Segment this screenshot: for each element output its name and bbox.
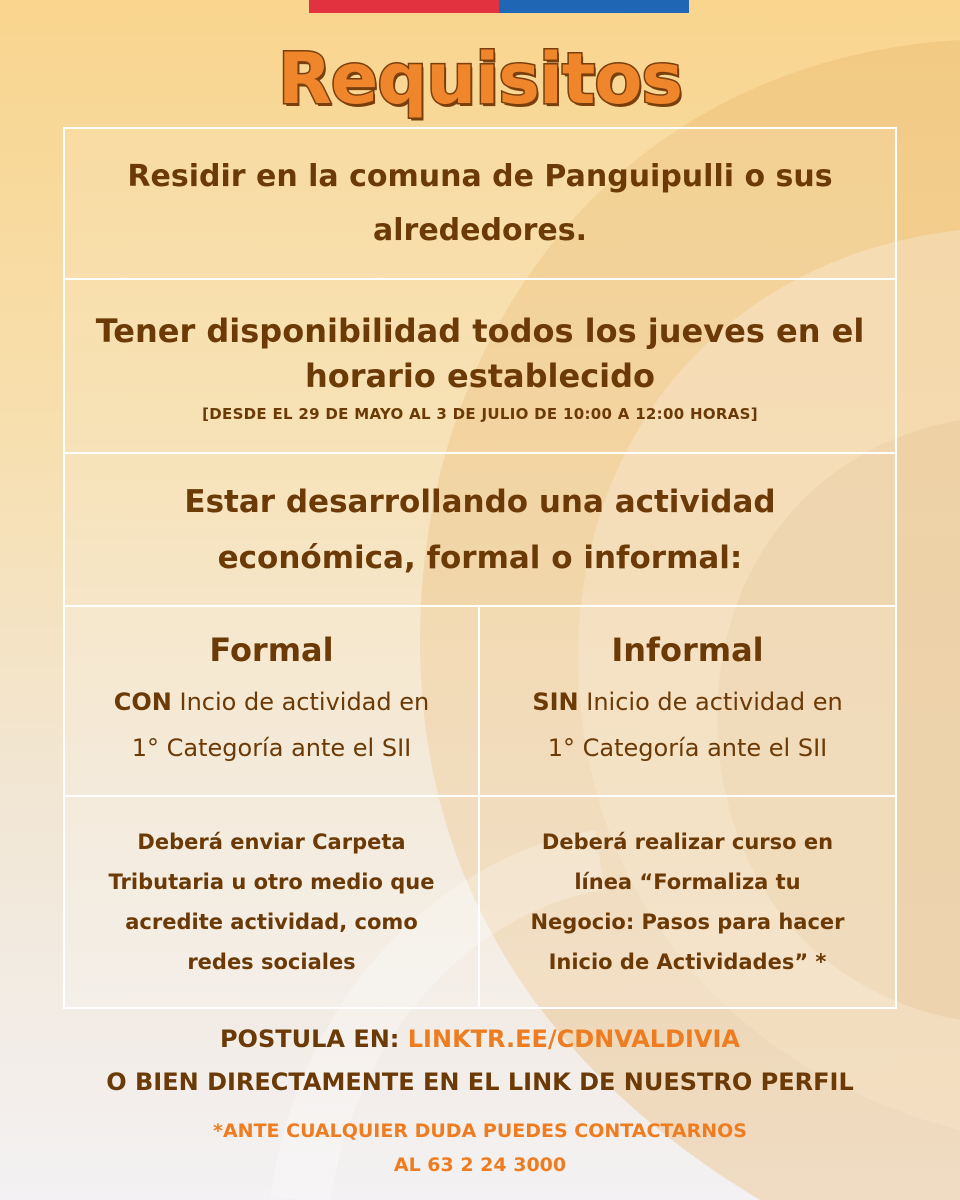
informal-title: Informal xyxy=(611,631,764,669)
informal-desc-line2: 1° Categoría ante el SII xyxy=(547,734,828,762)
formal-note-cell xyxy=(65,797,480,1007)
requirement-residence xyxy=(65,129,895,280)
contact-phone: AL 63 2 24 3000 xyxy=(393,1154,567,1176)
requirement-activity-line1: Estar desarrollando una actividad xyxy=(184,483,776,520)
formal-title: Formal xyxy=(209,631,334,669)
apply-link[interactable]: LINKTR.EE/CDNVALDIVIA xyxy=(407,1025,741,1053)
informal-cell xyxy=(480,607,895,795)
formal-cell xyxy=(65,607,480,795)
requirement-residence-line2: alrededores. xyxy=(373,212,587,248)
formal-note-line: Tributaria u otro medio que xyxy=(108,870,435,894)
requirement-availability-line2: horario establecido xyxy=(304,357,656,395)
activity-types-row xyxy=(65,607,895,797)
informal-note-line: Negocio: Pasos para hacer xyxy=(530,910,845,934)
apply-alternative: O BIEN DIRECTAMENTE EN EL LINK DE NUESTRO PERFIL xyxy=(106,1068,854,1096)
informal-desc-line1 xyxy=(532,679,842,725)
requirement-availability xyxy=(65,280,895,454)
page-title: Requisitos xyxy=(277,38,683,120)
requirement-activity-line2: económica, formal o informal: xyxy=(217,539,743,576)
formal-strong: CON xyxy=(113,688,172,716)
contact-line1: *ANTE CUALQUIER DUDA PUEDES CONTACTARNOS xyxy=(213,1120,747,1142)
requirement-activity xyxy=(65,454,895,607)
requirement-residence-line1: Residir en la comuna de Panguipulli o sus xyxy=(127,158,833,194)
activity-notes-row xyxy=(65,797,895,1007)
formal-desc-line1 xyxy=(114,679,429,725)
formal-note-line: acredite actividad, como xyxy=(125,910,418,934)
requirement-availability-line1: Tener disponibilidad todos los jueves en el xyxy=(95,312,865,350)
informal-note-line: Deberá realizar curso en xyxy=(541,830,834,854)
informal-note-cell xyxy=(480,797,895,1007)
requirements-table xyxy=(63,127,897,1009)
flag-blue-stripe xyxy=(499,0,689,13)
informal-strong: SIN xyxy=(532,688,579,716)
formal-desc-line2: 1° Categoría ante el SII xyxy=(131,734,412,762)
requirement-schedule: [DESDE EL 29 DE MAYO AL 3 DE JULIO DE 10:00 A 12:00 HORAS] xyxy=(202,405,758,423)
informal-desc-text: Inicio de actividad en xyxy=(578,688,843,716)
formal-desc-text: Incio de actividad en xyxy=(171,688,430,716)
flag-red-stripe xyxy=(309,0,499,13)
apply-label: POSTULA EN: xyxy=(219,1025,408,1053)
chile-flag-bar xyxy=(309,0,689,13)
formal-note-line: Deberá enviar Carpeta xyxy=(137,830,406,854)
apply-line xyxy=(0,1025,960,1053)
formal-note-line: redes sociales xyxy=(187,950,356,974)
informal-note-line: Inicio de Actividades” * xyxy=(548,950,827,974)
informal-note-line: línea “Formaliza tu xyxy=(574,870,801,894)
